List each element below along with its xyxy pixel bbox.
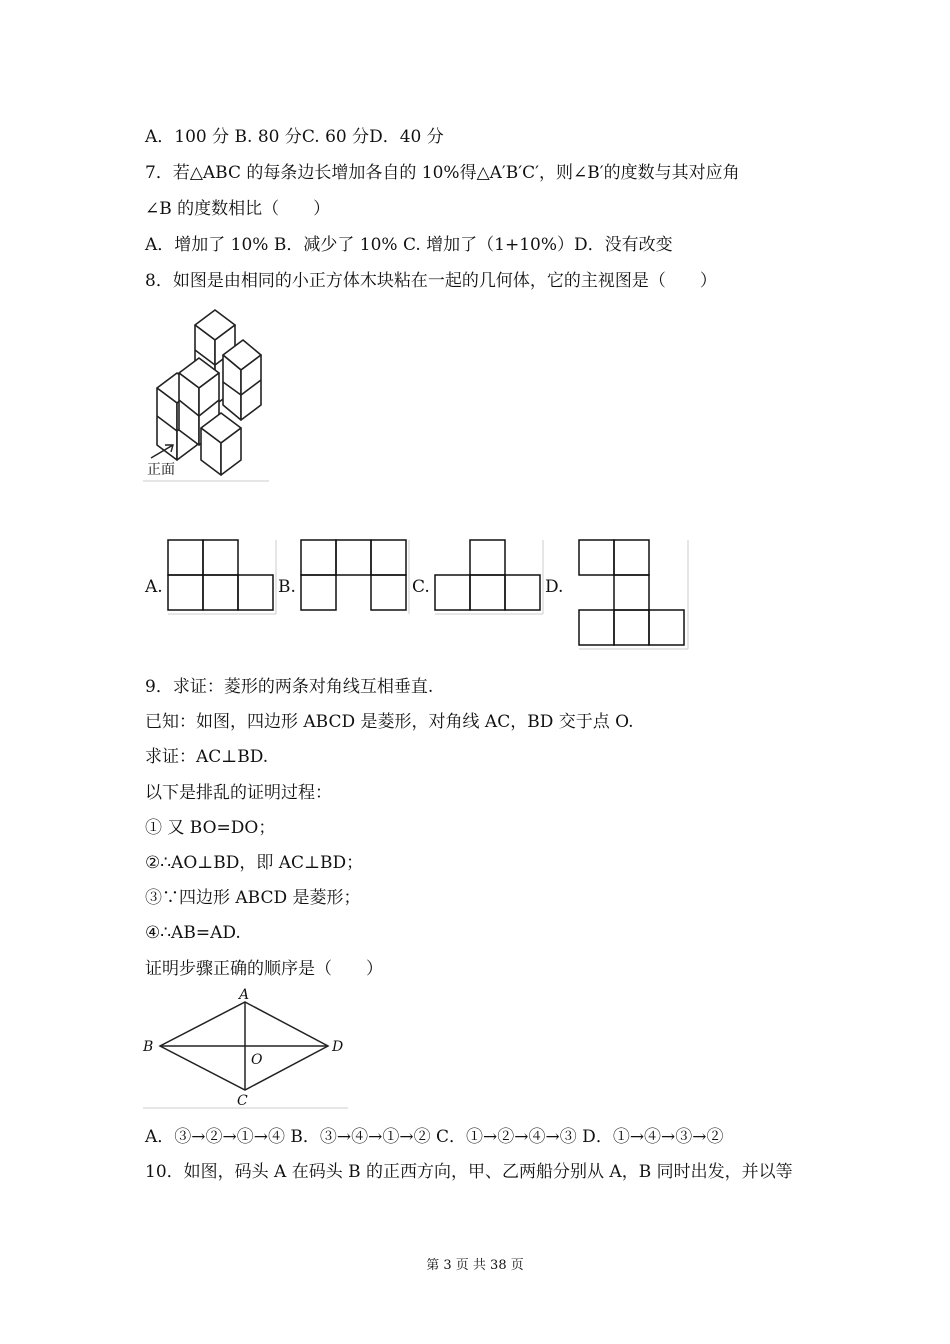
q8-option-a-label: A. — [145, 577, 163, 597]
q9-given: 已知：如图，四边形 ABCD 是菱形，对角线 AC，BD 交于点 O. — [145, 712, 634, 732]
vertex-a-label: A — [239, 987, 250, 1003]
q9-step-4: ④∴AB=AD. — [145, 923, 241, 943]
q9-step-3: ③∵四边形 ABCD 是菱形； — [145, 888, 361, 908]
q6-options: A．100 分 B. 80 分C. 60 分D．40 分 — [145, 127, 444, 147]
page-footer: 第 3 页 共 38 页 — [426, 1258, 524, 1273]
q9-step-2: ②∴AO⊥BD，即 AC⊥BD； — [145, 853, 364, 873]
front-label: 正面 — [147, 462, 175, 478]
q8-option-b-label: B. — [278, 577, 296, 597]
q7-stem-line2: ∠B 的度数相比（ ） — [145, 199, 331, 219]
q10-stem-line1: 10．如图，码头 A 在码头 B 的正西方向，甲、乙两船分别从 A，B 同时出发，并以等 — [145, 1162, 793, 1182]
cube-solid-figure — [143, 300, 271, 484]
q8-option-c-figure — [433, 538, 545, 616]
q8-option-d-label: D. — [545, 577, 564, 597]
q7-options: A．增加了 10% B．减少了 10% C. 增加了（1+10%）D．没有改变 — [145, 235, 673, 255]
rhombus-figure — [140, 984, 350, 1112]
q9-options: A．③→②→①→④ B．③→④→①→② C．①→②→④→③ D．①→④→③→② — [145, 1127, 724, 1147]
vertex-c-label: C — [237, 1093, 248, 1109]
vertex-d-label: D — [332, 1039, 344, 1055]
q9-question: 证明步骤正确的顺序是（ ） — [145, 959, 383, 979]
center-o-label: O — [251, 1052, 263, 1068]
q7-stem-line1: 7．若△ABC 的每条边长增加各自的 10%得△A′B′C′，则∠B′的度数与其对应角 — [145, 163, 740, 183]
q9-stem: 9．求证：菱形的两条对角线互相垂直. — [145, 677, 434, 697]
q8-stem: 8．如图是由相同的小正方体木块粘在一起的几何体，它的主视图是（ ） — [145, 271, 717, 291]
q8-option-a-figure — [166, 538, 278, 616]
q9-intro: 以下是排乱的证明过程： — [145, 783, 332, 803]
q8-option-b-figure — [299, 538, 411, 616]
vertex-b-label: B — [143, 1039, 154, 1055]
q9-prove: 求证：AC⊥BD. — [145, 747, 269, 767]
q8-option-d-figure — [576, 538, 690, 652]
q8-option-c-label: C. — [412, 577, 430, 597]
q9-step-1: ① 又 BO=DO； — [145, 818, 276, 838]
